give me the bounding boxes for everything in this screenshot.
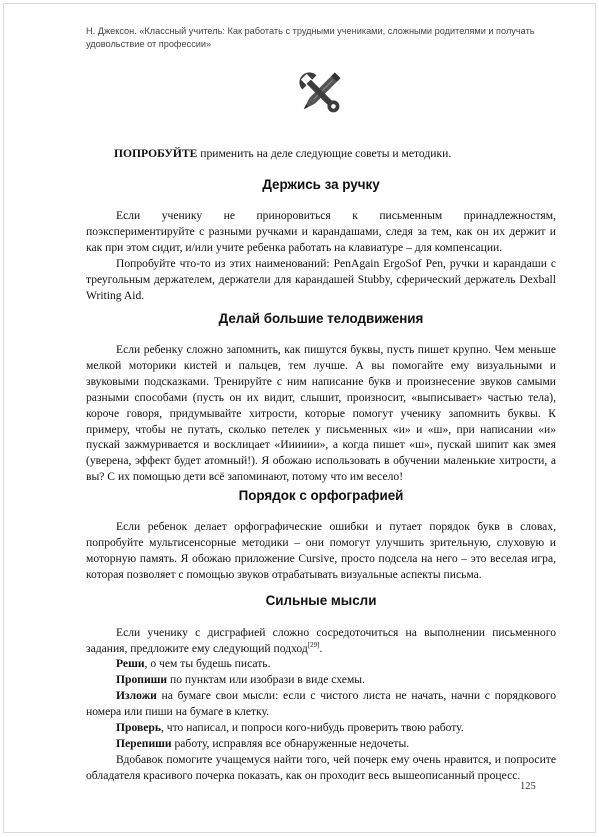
section-paragraph: Вдобавок помогите учащемуся найти того, чей почерк ему очень нравится, и попросите обладателя красивого почерка показать, как он проходит весь вышеописанный процесс.: [86, 753, 556, 782]
step-verb: Проверь: [116, 721, 161, 734]
section-heading: Делай большие телодвижения: [218, 311, 424, 326]
step-verb: Реши: [116, 657, 145, 670]
section-paragraph: Если ребенок делает орфографические ошибки и путает порядок букв в словах, попробуйте мультисенсорные методики – они помогут улучшить зрительную, слуховую и моторную память. Я обожаю приложение Cursive, просто подсела на него – это веселая игра, которая позволяет с помощью звуков отрабатывать визуальные аспекты письма.: [86, 520, 556, 581]
lead-end: .: [319, 641, 323, 655]
step-paragraph: [86, 656, 556, 672]
step-verb: Изложи: [116, 689, 157, 702]
page-number: 125: [520, 781, 536, 792]
running-header: Н. Джексон. «Классный учитель: Как работать с трудными учениками, сложными родителями и получать удовольствие от профессии»: [86, 26, 535, 49]
step-paragraph: [86, 688, 556, 720]
intro-bold: ПОПРОБУЙТЕ: [114, 147, 198, 160]
step-paragraph: [86, 720, 556, 736]
section-paragraph: Если ученику не приноровиться к письменным принадлежностям, поэкспериментируйте с разными ручками и карандашами, следя за тем, как он их держит и как при этом сидит, и/или учите ребенка работать на клавиатуре – для компенсации.: [86, 209, 556, 254]
section-paragraph: [86, 625, 556, 657]
step-text: работу, исправляя все обнаруженные недочеты.: [171, 737, 410, 750]
step-text: по пунктам или изобрази в виде схемы.: [167, 673, 365, 686]
step-text: , что написал, и попроси кого-нибудь проверить твою работу.: [160, 721, 464, 734]
step-verb: Перепиши: [116, 737, 172, 750]
step-paragraph: [86, 672, 556, 688]
section-heading: Держись за ручку: [262, 177, 380, 192]
step-text: на бумаге свои мысли: если с чистого листа не начать, начни с порядкового номера или пиши на бумаге в клетку.: [86, 689, 556, 718]
section-paragraph: Попробуйте что-то из этих наименований: PenAgain ErgoSof Pen, ручки и карандаши с треугольным держателем, держатели для карандашей Stubby, сферический держатель Dexball Writing Aid.: [86, 257, 556, 302]
step-verb: Пропиши: [116, 673, 168, 686]
intro-text: применить на деле следующие советы и методики.: [197, 147, 452, 160]
step-text: , о чем ты будешь писать.: [144, 657, 271, 670]
step-paragraph: [86, 736, 556, 752]
lead-text: Если ученику с дисграфией сложно сосредоточиться на выполнении письменного задания, предложите ему следующий подход: [86, 626, 556, 655]
section-heading: Порядок с орфографией: [238, 488, 404, 503]
footnote-ref: [29]: [307, 641, 320, 650]
section-paragraph: Если ребенку сложно запомнить, как пишутся буквы, пусть пишет крупно. Чем меньше мелкой моторики кистей и пальцев, тем лучше. А вы помогайте ему визуальными и звуковыми подсказками. Тренируйте с ним написание букв и произнесение звуков самыми разными способами (пусть он их видит, слышит, произносит, «выписывает» частью тела), короче говоря, придумывайте хитрости, которые помогут ученику запомнить буквы. К примеру, чтобы не путать, сколько петелек у письменных «и» и «ш», при написании «и» пускай зажмуривается и восклицает «Ииииии», а когда пишет «ш», пускай шипит как змея (уверена, эффект будет атомный!). Я обожаю использовать в обучении маленькие хитрости, а вы? С их помощью дети всё запоминают, потому что им весело!: [86, 343, 556, 484]
section-heading: Сильные мысли: [265, 593, 377, 608]
wrench-and-pencil-icon: [293, 66, 347, 120]
intro-paragraph: [86, 146, 556, 162]
